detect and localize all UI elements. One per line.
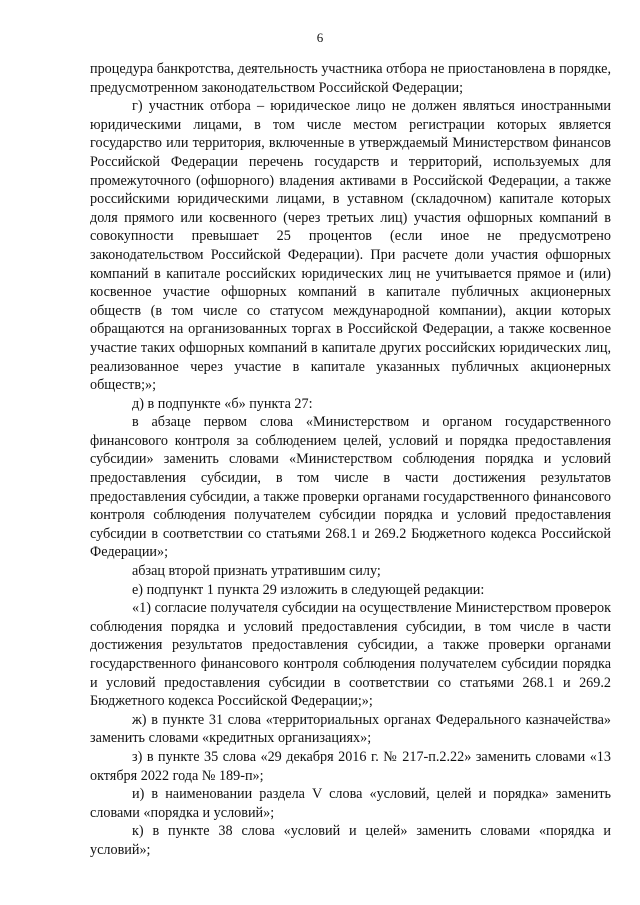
paragraph-item-d: д) в подпункте «б» пункта 27: <box>132 395 313 412</box>
paragraph-item-z: з) в пункте 35 слова «29 декабря 2016 г. № 217-п.2.22» заменить словами «13 октября 2022 года № 189-п»; <box>90 748 611 784</box>
paragraph-item-i: и) в наименовании раздела V слова «условий, целей и порядка» заменить словами «порядка и условий»; <box>90 786 611 821</box>
paragraph-item-e: е) подпункт 1 пункта 29 изложить в следующей редакции: <box>132 581 485 598</box>
paragraph-item-d-second-abzac: абзац второй признать утратившим силу; <box>132 563 381 580</box>
page-number: 6 <box>316 30 324 45</box>
paragraph-item-k: к) в пункте 38 слова «условий и целей» заменить словами «порядка и условий»; <box>90 823 611 858</box>
paragraph-item-e-new-wording: «1) согласие получателя субсидии на осуществление Министерством проверок соблюдения порядка и условий предоставления субсидии, в том числе в части достижения результатов предоставления субсидии, а также проверки органами государственного финансового контроля соблюдения получателем субсидии порядка и условий предоставления субсидии в соответствии со статьями 268.1 и 269.2 Бюджетного кодекса Российской Федерации;»; <box>90 600 611 710</box>
paragraph-item-g: г) участник отбора – юридическое лицо не должен являться иностранными юридическими лицами, в том числе местом регистрации которых является государство или территория, включенные в утверждаемый Министерством финансов Российской Федерации перечень государств и территорий, используемых для промежуточного (офшорного) владения активами в Российской Федерации, а также российскими юридическими лицами, в уставном (складочном) капитале которых доля прямого или косвенного (через третьих лиц) участия офшорных компаний в совокупности превышает 25 процентов (если иное не предусмотрено законодательством Российской Федерации). При расчете доли участия офшорных компаний в капитале российских юридических лиц не учитывается прямое и (или) косвенное участие офшорных компаний в капитале публичных акционерных обществ (в том числе со статусом международной компании), акции которых обращаются на организованных торгах в Российской Федерации, а также косвенное участие таких офшорных компаний в капитале других российских юридических лиц, реализованное через участие в капитале указанных публичных акционерных обществ;»; <box>90 98 611 394</box>
paragraph-continuation: процедура банкротства, деятельность участника отбора не приостановлена в порядке, предусмотренном законодательством Российской Федерации; <box>90 61 611 96</box>
paragraph-item-zh: ж) в пункте 31 слова «территориальных органах Федерального казначейства» заменить словами «кредитных организациях»; <box>90 711 611 747</box>
paragraph-item-d-first-abzac: в абзаце первом слова «Министерством и органом государственного финансового контроля за соблюдением целей, условий и порядка предоставления субсидии» заменить словами «Министерством соблюдения порядка и условий предоставления субсидии, в том числе в части достижения результатов предоставления субсидии, а также проверки органами государственного финансового контроля соблюдения получателем субсидии порядка и условий предоставления субсидии в соответствии со статьями 268.1 и 269.2 Бюджетного кодекса Российской Федерации»; <box>90 414 611 561</box>
document-body <box>90 60 611 860</box>
